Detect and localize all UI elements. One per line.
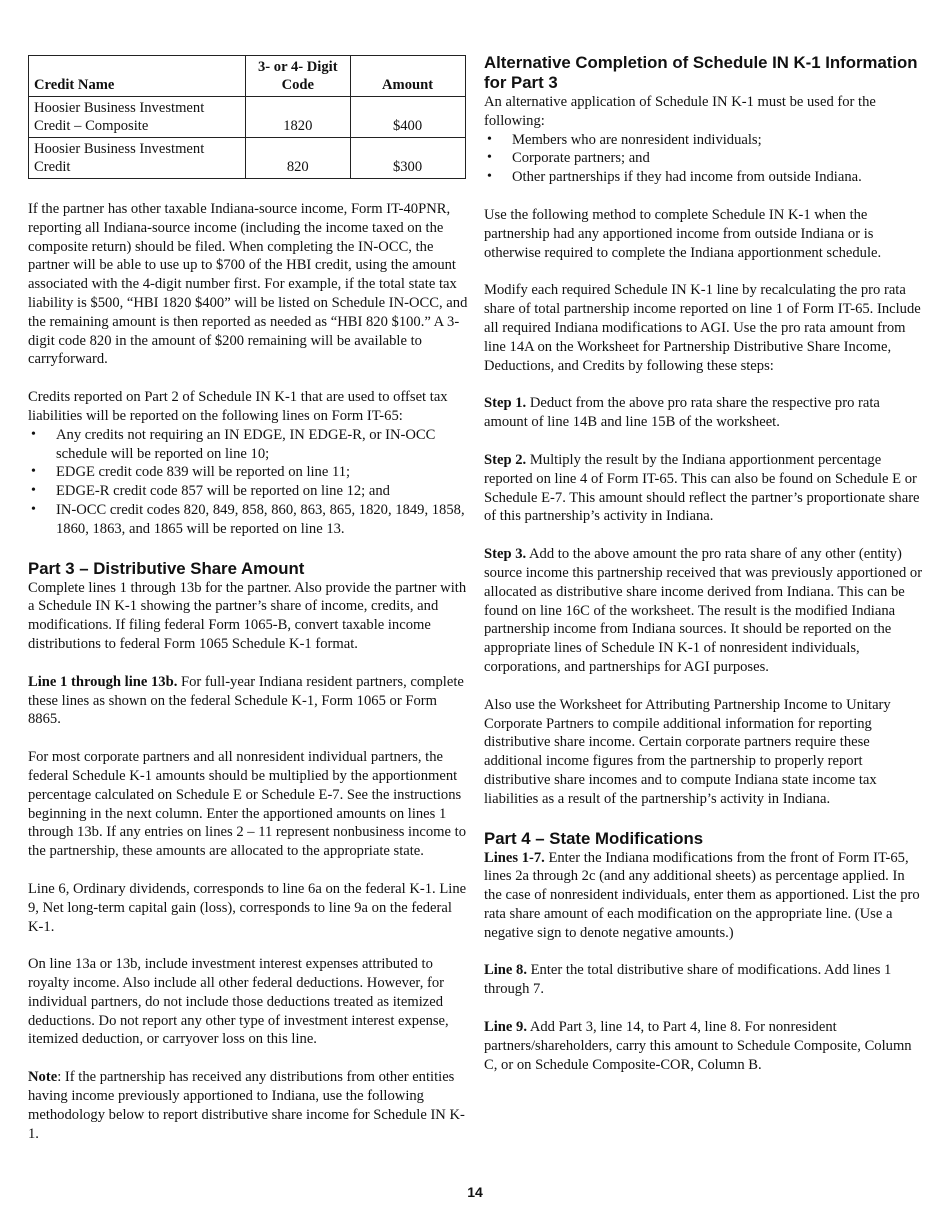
line9-label: Line 9. bbox=[484, 1019, 527, 1036]
code-cell: 1820 bbox=[246, 97, 351, 138]
modify-paragraph: Modify each required Schedule IN K-1 line by recalculating the pro rata share of total partnership income reported on line 1 of Form IT-65. Include all required Indiana modifications to AGI. Use the pro rata amount from line 14A on the Worksheet for Partnership Distributive Share Income, Deductions, and Credits by following these steps: bbox=[484, 282, 921, 374]
page-number: 14 bbox=[467, 1184, 483, 1200]
line8-text: Enter the total distributive share of modifications. Add lines 1 through 7. bbox=[484, 962, 892, 998]
table-row bbox=[29, 138, 466, 179]
list-item: • EDGE credit code 839 will be reported on line 11; bbox=[28, 463, 468, 482]
note-text: : If the partnership has received any distributions from other entities having income previously apportioned to Indiana, use the following methodology below to report distributive share income for Schedule IN K-1. bbox=[28, 1069, 465, 1142]
note-paragraph bbox=[28, 1068, 468, 1143]
note-label: Note bbox=[28, 1069, 58, 1086]
step3-paragraph bbox=[484, 545, 924, 677]
step1-label: Step 1. bbox=[484, 395, 527, 412]
line1-label: Line 1 through line 13b. bbox=[28, 673, 178, 690]
step3-text: Add to the above amount the pro rata share of any other (entity) source income this partnership received that was previously apportioned or allocated as distributive share income derived from Indiana. This can be found on line 16C of the worksheet. The result is the modified Indiana partnership income from Indiana sources. It should be reported on the appropriate lines of Schedule IN K-1 of nonresident individuals, corporations, and partnerships for AGI purposes. bbox=[484, 546, 923, 675]
step2-text: Multiply the result by the Indiana apportionment percentage reported on line 4 of Form IT-65. This can also be found on Schedule E or Schedule E-7. This amount should reflect the partner’s proportionate share of this partnership’s activity in Indiana. bbox=[484, 451, 920, 525]
worksheet-paragraph: Also use the Worksheet for Attributing Partnership Income to Unitary Corporate Partners to compile additional information for reporting distributive share income. Certain corporate partners require these additional income figures from the partnership to properly report distributive share incomes and to compute Indiana state income tax liabilities as a result of the partnership’s activity in Indiana. bbox=[484, 696, 891, 807]
list-item: • Corporate partners; and bbox=[484, 149, 924, 168]
lines1-7-label: Lines 1-7. bbox=[484, 849, 545, 866]
credits-intro-paragraph: Credits reported on Part 2 of Schedule IN K-1 that are used to offset tax liabilities will be reported on the following lines on Form IT-65: bbox=[28, 389, 448, 424]
credit-lines-list bbox=[28, 426, 468, 539]
code-header: 3- or 4- Digit Code bbox=[246, 56, 351, 97]
part4-heading: Part 4 – State Modifications bbox=[484, 828, 704, 848]
right-column bbox=[484, 0, 924, 1074]
lines1-7-text: Enter the Indiana modifications from the front of Form IT-65, lines 2a through 2c (and any additional sheets) as percentage applied. In the case of nonresident individuals, enter them as apportioned. List the pro rata share amount of each modification on the appropriate line. (Use a negative sign to denote negative amounts.) bbox=[484, 849, 920, 941]
step3-label: Step 3. bbox=[484, 546, 527, 563]
part3-heading: Part 3 – Distributive Share Amount bbox=[28, 558, 305, 578]
lines1-7-paragraph bbox=[484, 849, 924, 943]
line8-label: Line 8. bbox=[484, 962, 527, 979]
alternative-completion-heading: Alternative Completion of Schedule IN K-1 Information for Part 3 bbox=[484, 53, 918, 92]
credit-name-header: Credit Name bbox=[29, 56, 246, 97]
line1-text: For full-year Indiana resident partners, complete these lines as shown on the federal Schedule K-1, Form 1065 or Form 8865. bbox=[28, 673, 464, 728]
line9-paragraph bbox=[484, 1018, 924, 1074]
list-item: • EDGE-R credit code 857 will be reported on line 12; and bbox=[28, 482, 468, 501]
step2-label: Step 2. bbox=[484, 451, 527, 468]
list-item: • Members who are nonresident individuals; bbox=[484, 131, 924, 150]
credit-table bbox=[28, 55, 466, 179]
hbi-paragraph: If the partner has other taxable Indiana-source income, Form IT-40PNR, reporting all Indiana-source income (including the income taxed on the composite return) should be filed. When completing the IN-OCC, the partner will be able to use up to $700 of the HBI credit, using the amount associated with the 4-digit number first. For example, if the total state tax liability is $500, “HBI 1820 $400” will be listed on Schedule IN-OCC, and the remaining amount is then reported as needed as “HBI 820 $100.” A 3-digit code 820 in the amount of $200 remaining will be available to carryforward. bbox=[28, 201, 468, 368]
alt-intro-paragraph: An alternative application of Schedule IN K-1 must be used for the following: bbox=[484, 94, 876, 129]
step2-paragraph bbox=[484, 451, 924, 526]
step1-text: Deduct from the above pro rata share the respective pro rata amount of line 14B and line 15B of the worksheet. bbox=[484, 395, 880, 431]
amount-cell: $400 bbox=[351, 97, 466, 138]
credit-table-header-row bbox=[29, 56, 466, 97]
credit-name-cell: Hoosier Business Investment Credit – Composite bbox=[29, 97, 246, 138]
credit-name-cell: Hoosier Business Investment Credit bbox=[29, 138, 246, 179]
left-column bbox=[28, 0, 468, 1143]
amount-cell: $300 bbox=[351, 138, 466, 179]
line13-paragraph: On line 13a or 13b, include investment interest expenses attributed to royalty income. Also include all other federal deductions. However, for individual partners, do not include those deductions treated as itemized deductions. Do not report any other type of investment interest expense, itemized deduction, or carryover loss on this line. bbox=[28, 956, 449, 1048]
list-item: • Any credits not requiring an IN EDGE, IN EDGE-R, or IN-OCC schedule will be reported on line 10; bbox=[28, 426, 468, 464]
line8-paragraph bbox=[484, 961, 924, 999]
table-row bbox=[29, 97, 466, 138]
line1-paragraph bbox=[28, 673, 468, 729]
list-item: • IN-OCC credit codes 820, 849, 858, 860, 863, 865, 1820, 1849, 1858, 1860, 1863, and 1865 will be reported on line 13. bbox=[28, 501, 468, 539]
corporate-partners-paragraph: For most corporate partners and all nonresident individual partners, the federal Schedule K-1 amounts should be multiplied by the apportionment percentage calculated on Schedule E or Schedule E-7. See the instructions beginning in the next column. Enter the apportioned amounts on lines 1 through 13b. If any entries on lines 2 – 11 represent nonbusiness income to the partnership, these amounts are allocated to the appropriate state. bbox=[28, 749, 466, 860]
code-cell: 820 bbox=[246, 138, 351, 179]
method-paragraph: Use the following method to complete Schedule IN K-1 when the partnership had any apportioned income from outside Indiana or is otherwise required to complete the Indiana apportionment schedule. bbox=[484, 206, 882, 261]
amount-header: Amount bbox=[351, 56, 466, 97]
line6-paragraph: Line 6, Ordinary dividends, corresponds to line 6a on the federal K-1. Line 9, Net long-term capital gain (loss), corresponds to line 9a on the federal K-1. bbox=[28, 880, 467, 935]
alt-list bbox=[484, 131, 924, 187]
line9-text: Add Part 3, line 14, to Part 4, line 8. For nonresident partners/shareholders, carry this amount to Schedule Composite, Column C, or on Schedule Composite-COR, Column B. bbox=[484, 1019, 912, 1073]
part3-intro-paragraph: Complete lines 1 through 13b for the partner. Also provide the partner with a Schedule IN K-1 showing the partner’s share of income, credits, and modifications. If filing federal Form 1065-B, convert taxable income distributions to federal Form 1065 Schedule K-1 format. bbox=[28, 579, 467, 652]
list-item: • Other partnerships if they had income from outside Indiana. bbox=[484, 168, 924, 187]
step1-paragraph bbox=[484, 394, 924, 432]
